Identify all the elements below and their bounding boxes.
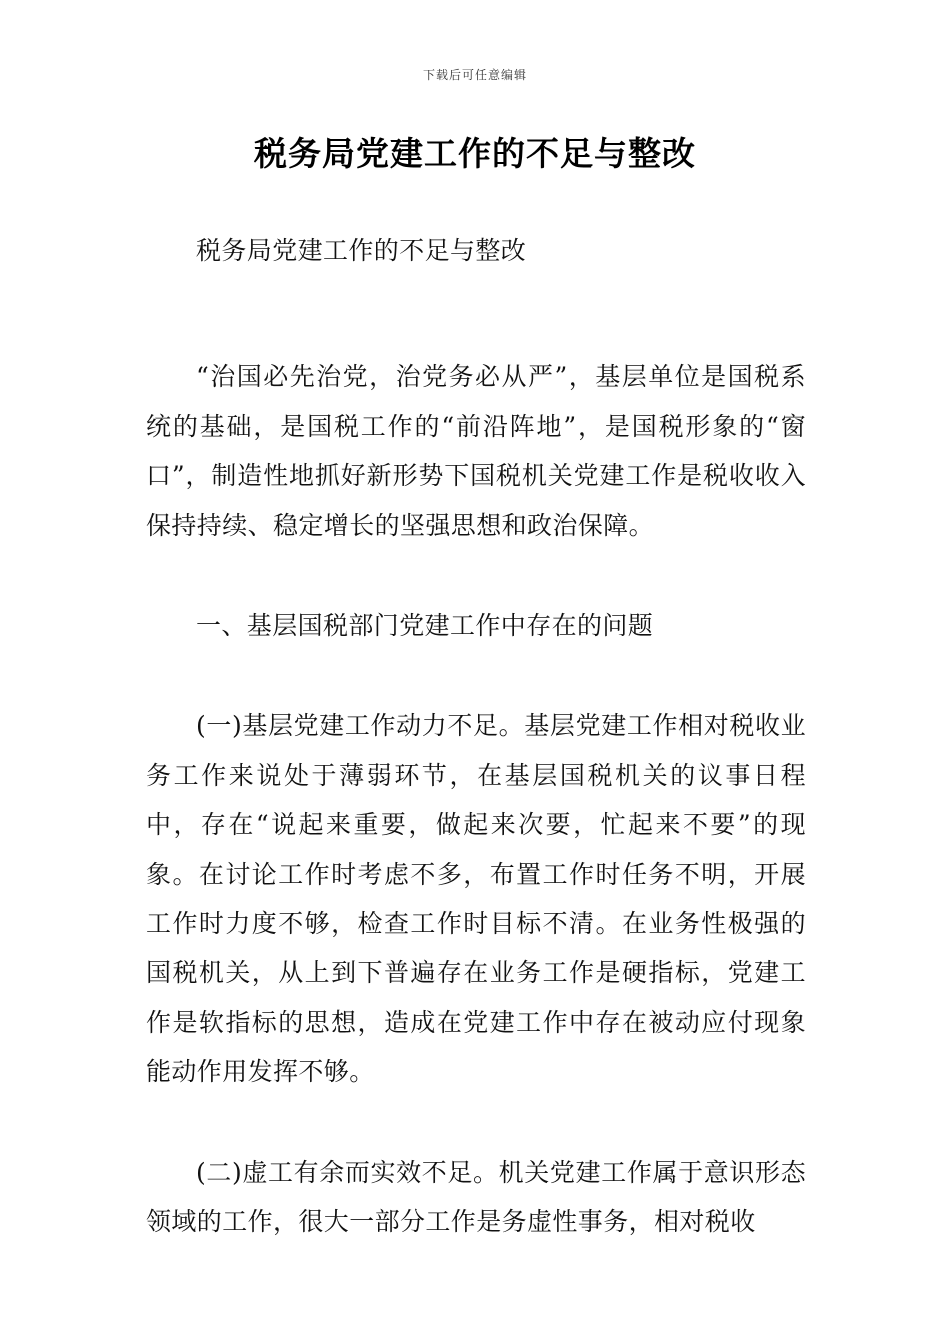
document-body (146, 226, 806, 1247)
body-paragraph: (二)虚工有余而实效不足。机关党建工作属于意识形态领域的工作，很大一部分工作是务虚性事务，相对税收 (146, 1157, 806, 1237)
subtitle-paragraph: 税务局党建工作的不足与整改 (196, 236, 527, 265)
document-title: 税务局党建工作的不足与整改 (254, 134, 696, 173)
header-note: 下载后可任意编辑 (422, 68, 527, 82)
intro-paragraph: “治国必先治党，治党务必从严”，基层单位是国税系统的基础，是国税工作的“前沿阵地”，是国税形象的“窗口”，制造性地抓好新形势下国税机关党建工作是税收收入保持持续、稳定增长的坚强思想和政治保障。 (146, 362, 806, 540)
body-paragraph: (一)基层党建工作动力不足。基层党建工作相对税收业务工作来说处于薄弱环节，在基层国税机关的议事日程中，存在“说起来重要，做起来次要，忙起来不要”的现象。在讨论工作时考虑不多，布置工作时任务不明，开展工作时力度不够，检查工作时目标不清。在业务性极强的国税机关，从上到下普遍存在业务工作是硬指标，党建工作是软指标的思想，造成在党建工作中存在被动应付现象能动作用发挥不够。 (146, 711, 806, 1087)
section-heading: 一、基层国税部门党建工作中存在的问题 (196, 611, 654, 641)
